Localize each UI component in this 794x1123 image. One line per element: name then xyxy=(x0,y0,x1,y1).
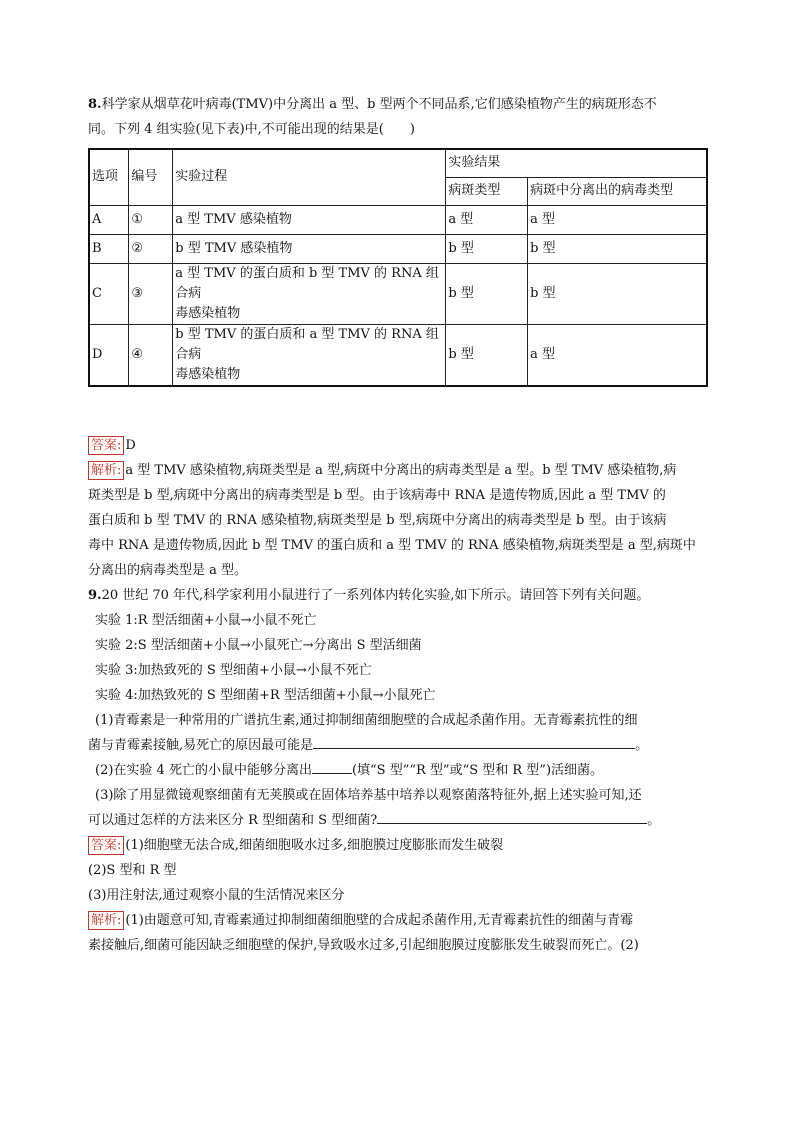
answer-label: 答案: xyxy=(88,836,124,855)
table-row: C ③ a 型 TMV 的蛋白质和 b 型 TMV 的 RNA 组合病 毒感染植物 b 型 b 型 xyxy=(89,263,707,324)
q8-answer: 答案: D xyxy=(88,433,710,458)
experiment-1: 实验 1:R 型活细菌+小鼠→小鼠不死亡 xyxy=(95,612,317,628)
q9-stem: 9.20 世纪 70 年代,科学家利用小鼠进行了一系列体内转化实验,如下所示。请回答下列有关问题。 xyxy=(88,587,650,603)
answer-label: 答案: xyxy=(88,436,124,455)
sub-question-2: (2)在实验 4 死亡的小鼠中能够分离出 (填“S 型”“R 型”或“S 型和 R 型”)活细菌。 xyxy=(88,758,710,783)
header-virus-type: 病斑中分离出的病毒类型 xyxy=(528,177,707,205)
q8-number: 8. xyxy=(88,97,102,112)
q9-number: 9. xyxy=(88,587,102,603)
table-row: B ② b 型 TMV 感染植物 b 型 b 型 xyxy=(89,234,707,263)
header-id: 编号 xyxy=(129,149,173,205)
q8-stem: 8.科学家从烟草花叶病毒(TMV)中分离出 a 型、b 型两个不同品系,它们感染植物产生的病斑形态不 xyxy=(88,97,657,112)
analysis-label: 解析: xyxy=(88,911,124,930)
header-option: 选项 xyxy=(89,149,129,205)
table-header-row xyxy=(89,149,707,177)
q9-answer: 答案: (1)细胞壁无法合成,细菌细胞吸水过多,细胞膜过度膨胀而发生破裂 xyxy=(88,833,710,858)
analysis-label: 解析: xyxy=(88,461,124,480)
q8-stem-line2: 同。下列 4 组实验(见下表)中,不可能出现的结果是( ) xyxy=(88,122,415,137)
header-process: 实验过程 xyxy=(173,149,446,205)
sub-question-3: (3)除了用显微镜观察细菌有无荚膜或在固体培养基中培养以观察菌落特征外,据上述实验可知,还 xyxy=(95,787,642,803)
q9-answer-2: (2)S 型和 R 型 xyxy=(88,862,177,878)
q8-analysis: 解析: a 型 TMV 感染植物,病斑类型是 a 型,病斑中分离出的病毒类型是 a 型。b 型 TMV 感染植物,病 xyxy=(88,458,710,483)
q9-analysis: 解析: (1)由题意可知,青霉素通过抑制细菌细胞壁的合成起杀菌作用,无青霉素抗性的细菌与青霉 xyxy=(88,908,710,933)
experiment-table xyxy=(88,148,708,387)
sub-question-1: (1)青霉素是一种常用的广谱抗生素,通过抑制细菌细胞壁的合成起杀菌作用。无青霉素抗性的细 xyxy=(95,712,638,728)
table-row: D ④ b 型 TMV 的蛋白质和 a 型 TMV 的 RNA 组合病 毒感染植物 b 型 a 型 xyxy=(89,324,707,386)
experiment-3: 实验 3:加热致死的 S 型细菌+小鼠→小鼠不死亡 xyxy=(95,662,372,678)
answer-blank-2[interactable] xyxy=(312,759,352,774)
experiment-2: 实验 2:S 型活细菌+小鼠→小鼠死亡→分离出 S 型活细菌 xyxy=(95,637,422,653)
q9-answer-3: (3)用注射法,通过观察小鼠的生活情况来区分 xyxy=(88,887,345,903)
document-page: 8.科学家从烟草花叶病毒(TMV)中分离出 a 型、b 型两个不同品系,它们感染植物产生的病斑形态不 同。下列 4 组实验(见下表)中,不可能出现的结果是( ) 选项 编号 实验过程 实验结果 病斑类型 病斑中分离出的病毒类型 A ① a 型 TMV 感染植物 a 型 a 型 B ② b 型 TMV 感染植物 b 型 b 型 C ③ a 型 TMV 的蛋白质和 b 型 TMV 的 RNA 组合病 毒感染植物 b 型 b 型 D ④ b 型 TMV 的蛋白质和 a 型 TMV 的 RNA 组合病 毒感染植物 b 型 a 型 答案: D 解析: a 型 TMV 感染植物,病斑类型是 a 型,病斑中分离出的病毒类型是 a 型。b 型 TMV 感染植物,病 斑类型是 b 型,病斑中分离出的病毒类型是 b 型。由于该病毒中 RNA 是遗传物质,因此 a 型 TMV 的 蛋白质和 b 型 TMV 的 RNA 感染植物,病斑类型是 b 型,病斑中分离出的病毒类型是 b 型。由于该病 毒中 RNA 是遗传物质,因此 b 型 TMV 的蛋白质和 a 型 TMV 的 RNA 感染植物,病斑类型是 a 型,病斑中 分离出的病毒类型是 a 型。 9.20 世纪 70 年代,科学家利用小鼠进行了一系列体内转化实验,如下所示。请回答下列有关问题。 实验 1:R 型活细菌+小鼠→小鼠不死亡 实验 2:S 型活细菌+小鼠→小鼠死亡→分离出 S 型活细菌 实验 3:加热致死的 S 型细菌+小鼠→小鼠不死亡 实验 4:加热致死的 S 型细菌+R 型活细菌+小鼠→小鼠死亡 (1)青霉素是一种常用的广谱抗生素,通过抑制细菌细胞壁的合成起杀菌作用。无青霉素抗性的细 菌与青霉素接触,易死亡的原因最可能是 。 (2)在实验 4 死亡的小鼠中能够分离出 (填“S 型”“R 型”或“S 型和 R 型”)活细菌。 (3)除了用显微镜观察细菌有无荚膜或在固体培养基中培养以观察菌落特征外,据上述实验可知,还 可以通过怎样的方法来区分 R 型细菌和 S 型细菌? 。 答案: (1)细胞壁无法合成,细菌细胞吸水过多,细胞膜过度膨胀而发生破裂 (2)S 型和 R 型 (3)用注射法,通过观察小鼠的生活情况来区分 解析: (1)由题意可知,青霉素通过抑制细菌细胞壁的合成起杀菌作用,无青霉素抗性的细菌与青霉 素接触后,细菌可能因缺乏细胞壁的保护,导致吸水过多,引起细胞膜过度膨胀发生破裂而死亡。(2) xyxy=(88,92,710,958)
answer-blank-1[interactable] xyxy=(313,734,635,749)
experiment-4: 实验 4:加热致死的 S 型细菌+R 型活细菌+小鼠→小鼠死亡 xyxy=(95,687,436,703)
header-result: 实验结果 xyxy=(446,149,707,177)
table-row: A ① a 型 TMV 感染植物 a 型 a 型 xyxy=(89,205,707,234)
answer-blank-3[interactable] xyxy=(377,809,647,824)
header-spot-type: 病斑类型 xyxy=(446,177,528,205)
